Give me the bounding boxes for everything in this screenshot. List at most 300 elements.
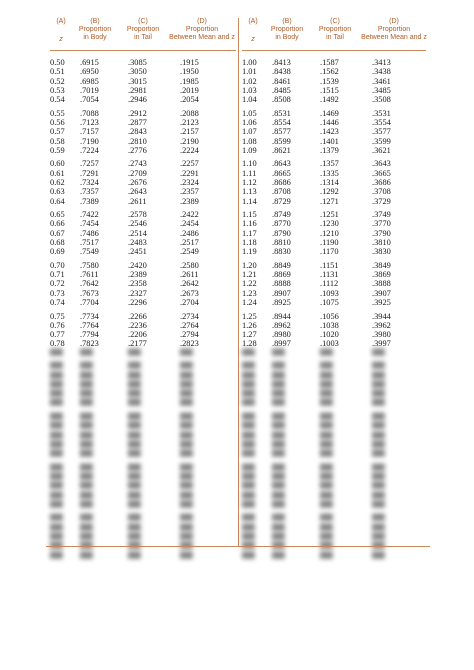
illegible-cell: ███ xyxy=(272,349,285,356)
cell-tail: .3085 xyxy=(128,58,147,67)
cell-z: 1.19 xyxy=(242,247,257,257)
illegible-cell: ███ xyxy=(272,363,285,370)
table-row xyxy=(242,86,426,95)
cell-mean-to-z: .2324 xyxy=(180,178,199,187)
illegible-cell: ███ xyxy=(80,432,93,439)
cell-mean-to-z: .2257 xyxy=(180,159,199,169)
table-row-illegible xyxy=(242,473,426,482)
cell-body: .8413 xyxy=(272,58,291,67)
illegible-cell: ███ xyxy=(80,483,93,490)
cell-tail: .1492 xyxy=(320,95,339,105)
header-col-c-letter: (C) xyxy=(330,18,340,25)
cell-body: .7549 xyxy=(80,247,99,257)
cell-z: 0.73 xyxy=(50,288,65,298)
table-row-illegible xyxy=(50,524,236,533)
cell-mean-to-z: .3665 xyxy=(372,168,391,178)
table-row xyxy=(242,289,426,298)
illegible-cell: ███ xyxy=(128,533,141,540)
illegible-cell: ███ xyxy=(372,349,385,356)
illegible-cell: ███ xyxy=(80,501,93,508)
cell-mean-to-z: .3485 xyxy=(372,85,391,95)
illegible-cell: ███ xyxy=(80,349,93,356)
table-row-illegible xyxy=(242,524,426,533)
illegible-cell: ███ xyxy=(128,501,141,508)
illegible-cell: ███ xyxy=(320,501,333,508)
table-row xyxy=(50,178,236,187)
illegible-cell: ███ xyxy=(242,432,255,439)
illegible-cell: ███ xyxy=(272,381,285,388)
illegible-cell: ███ xyxy=(128,483,141,490)
header-col-c-line2: in Tail xyxy=(134,34,152,41)
cell-tail: .2236 xyxy=(128,320,147,330)
table-row xyxy=(242,77,426,86)
cell-mean-to-z: .1915 xyxy=(180,58,199,67)
cell-mean-to-z: .3790 xyxy=(372,228,391,238)
illegible-cell: ███ xyxy=(320,552,333,559)
cell-tail: .1401 xyxy=(320,136,339,146)
cell-body: .8907 xyxy=(272,288,291,298)
table-row-illegible xyxy=(50,362,236,371)
illegible-cell: ███ xyxy=(80,492,93,499)
cell-z: 0.56 xyxy=(50,118,65,127)
cell-mean-to-z: .3508 xyxy=(372,95,391,105)
illegible-cell: ███ xyxy=(372,432,385,439)
cell-tail: .1587 xyxy=(320,58,339,67)
cell-z: 1.18 xyxy=(242,238,257,247)
illegible-cell: ███ xyxy=(128,492,141,499)
table-row xyxy=(50,270,236,279)
cell-z: 0.62 xyxy=(50,178,65,187)
cell-z: 1.15 xyxy=(242,210,257,220)
illegible-cell: ███ xyxy=(128,432,141,439)
table-row-illegible xyxy=(242,552,426,561)
cell-body: .7704 xyxy=(80,298,99,307)
cell-tail: .2709 xyxy=(128,168,147,178)
cell-z: 0.68 xyxy=(50,238,65,247)
illegible-cell: ███ xyxy=(128,413,141,420)
cell-mean-to-z: .2224 xyxy=(180,145,199,155)
cell-tail: .2877 xyxy=(128,118,147,127)
cell-tail: .2420 xyxy=(128,260,147,270)
cell-tail: .1271 xyxy=(320,196,339,206)
cell-body: .7422 xyxy=(80,210,99,220)
illegible-cell: ███ xyxy=(80,413,93,420)
cell-mean-to-z: .3461 xyxy=(372,76,391,86)
illegible-cell: ███ xyxy=(272,483,285,490)
cell-tail: .2981 xyxy=(128,85,147,95)
illegible-cell: ███ xyxy=(80,473,93,480)
illegible-cell: ███ xyxy=(242,483,255,490)
cell-body: .7580 xyxy=(80,260,99,270)
cell-z: 1.14 xyxy=(242,196,257,206)
cell-mean-to-z: .2157 xyxy=(180,127,199,137)
cell-mean-to-z: .3962 xyxy=(372,320,391,330)
table-row-illegible xyxy=(242,349,426,358)
header-col-d xyxy=(162,18,242,42)
cell-mean-to-z: .2517 xyxy=(180,238,199,247)
illegible-cell: ███ xyxy=(272,515,285,522)
table-row xyxy=(242,197,426,206)
illegible-cell: ███ xyxy=(320,451,333,458)
cell-body: .7224 xyxy=(80,145,99,155)
cell-tail: .2206 xyxy=(128,330,147,340)
header-col-d-letter: (D) xyxy=(197,18,207,25)
cell-z: 0.67 xyxy=(50,228,65,238)
cell-body: .7054 xyxy=(80,95,99,105)
illegible-cell: ███ xyxy=(50,413,63,420)
cell-z: 0.55 xyxy=(50,108,65,118)
illegible-cell: ███ xyxy=(372,423,385,430)
illegible-cell: ███ xyxy=(242,400,255,407)
table-row-illegible xyxy=(242,464,426,473)
cell-tail: .2843 xyxy=(128,127,147,137)
cell-z: 1.27 xyxy=(242,330,257,340)
cell-body: .7517 xyxy=(80,238,99,247)
header-col-a-letter: (A) xyxy=(248,18,258,25)
cell-mean-to-z: .3438 xyxy=(372,67,391,77)
illegible-cell: ███ xyxy=(272,441,285,448)
header-col-c-letter: (C) xyxy=(138,18,148,25)
illegible-cell: ███ xyxy=(128,363,141,370)
table-row-illegible xyxy=(242,533,426,542)
header-col-b-line2: in Body xyxy=(275,34,299,41)
cell-body: .8577 xyxy=(272,127,291,137)
cell-tail: .2946 xyxy=(128,95,147,105)
cell-body: .8599 xyxy=(272,136,291,146)
table-row xyxy=(50,247,236,256)
table-row-illegible xyxy=(242,422,426,431)
table-row-illegible xyxy=(242,362,426,371)
cell-tail: .1003 xyxy=(320,339,339,349)
cell-mean-to-z: .3531 xyxy=(372,108,391,118)
illegible-cell: ███ xyxy=(372,413,385,420)
cell-z: 1.04 xyxy=(242,95,257,105)
cell-body: .8830 xyxy=(272,247,291,257)
illegible-cell: ███ xyxy=(180,363,193,370)
illegible-cell: ███ xyxy=(180,391,193,398)
cell-mean-to-z: .2291 xyxy=(180,168,199,178)
cell-mean-to-z: .3810 xyxy=(372,238,391,247)
table-row-illegible xyxy=(242,432,426,441)
illegible-cell: ███ xyxy=(180,432,193,439)
table-row xyxy=(50,118,236,127)
header-col-a xyxy=(50,18,72,44)
cell-mean-to-z: .2734 xyxy=(180,311,199,321)
illegible-cell: ███ xyxy=(180,524,193,531)
illegible-cell: ███ xyxy=(242,441,255,448)
table-row-illegible xyxy=(50,432,236,441)
cell-body: .7794 xyxy=(80,330,99,340)
cell-mean-to-z: .2389 xyxy=(180,196,199,206)
illegible-cell: ███ xyxy=(180,349,193,356)
illegible-cell: ███ xyxy=(128,451,141,458)
cell-tail: .1357 xyxy=(320,159,339,169)
cell-tail: .2296 xyxy=(128,298,147,307)
cell-body: .8980 xyxy=(272,330,291,340)
cell-z: 1.24 xyxy=(242,298,257,307)
illegible-cell: ███ xyxy=(80,451,93,458)
illegible-cell: ███ xyxy=(242,552,255,559)
header-col-c-line2: in Tail xyxy=(326,34,344,41)
illegible-cell: ███ xyxy=(242,501,255,508)
cell-z: 0.58 xyxy=(50,136,65,146)
table-row-illegible xyxy=(50,372,236,381)
illegible-cell: ███ xyxy=(80,441,93,448)
header-col-a xyxy=(242,18,264,44)
cell-mean-to-z: .3770 xyxy=(372,219,391,229)
header-col-b-line1: Proportion xyxy=(270,26,304,33)
illegible-cell: ███ xyxy=(180,372,193,379)
cell-body: .8925 xyxy=(272,298,291,307)
cell-body: .8729 xyxy=(272,196,291,206)
table-row xyxy=(50,109,236,118)
illegible-cell: ███ xyxy=(180,464,193,471)
cell-z: 1.00 xyxy=(242,58,257,67)
table-row xyxy=(50,312,236,321)
illegible-cell: ███ xyxy=(320,413,333,420)
header-col-c xyxy=(312,18,358,42)
table-row xyxy=(242,219,426,228)
illegible-cell: ███ xyxy=(372,400,385,407)
cell-z: 1.26 xyxy=(242,320,257,330)
cell-body: .8962 xyxy=(272,320,291,330)
illegible-cell: ███ xyxy=(80,515,93,522)
cell-tail: .2676 xyxy=(128,178,147,187)
illegible-cell: ███ xyxy=(320,432,333,439)
illegible-cell: ███ xyxy=(272,372,285,379)
table-row xyxy=(50,289,236,298)
table-row xyxy=(50,127,236,136)
cell-body: .8869 xyxy=(272,270,291,280)
table-row-illegible xyxy=(242,450,426,459)
table-row-illegible xyxy=(50,482,236,491)
cell-z: 0.64 xyxy=(50,196,65,206)
table-row xyxy=(50,95,236,104)
header-col-a-label: z xyxy=(59,36,63,43)
cell-z: 0.69 xyxy=(50,247,65,257)
cell-body: .8770 xyxy=(272,219,291,229)
table-row-illegible xyxy=(50,473,236,482)
illegible-cell: ███ xyxy=(50,372,63,379)
cell-mean-to-z: .3643 xyxy=(372,159,391,169)
cell-tail: .2611 xyxy=(128,196,147,206)
cell-body: .7190 xyxy=(80,136,99,146)
cell-body: .6915 xyxy=(80,58,99,67)
cell-tail: .2177 xyxy=(128,339,147,349)
table-row-illegible xyxy=(50,441,236,450)
cell-body: .8554 xyxy=(272,118,291,127)
cell-mean-to-z: .3413 xyxy=(372,58,391,67)
header-col-d-letter: (D) xyxy=(389,18,399,25)
table-row xyxy=(50,86,236,95)
illegible-cell: ███ xyxy=(80,391,93,398)
table-row xyxy=(50,210,236,219)
header-col-b xyxy=(72,18,118,42)
illegible-cell: ███ xyxy=(372,441,385,448)
cell-mean-to-z: .2764 xyxy=(180,320,199,330)
illegible-cell: ███ xyxy=(272,552,285,559)
table-row-illegible xyxy=(50,413,236,422)
illegible-cell: ███ xyxy=(320,363,333,370)
cell-tail: .1251 xyxy=(320,210,339,220)
illegible-cell: ███ xyxy=(320,381,333,388)
cell-z: 0.63 xyxy=(50,187,65,197)
illegible-cell: ███ xyxy=(372,372,385,379)
illegible-cell: ███ xyxy=(320,464,333,471)
cell-mean-to-z: .2088 xyxy=(180,108,199,118)
header-col-b-line1: Proportion xyxy=(78,26,112,33)
cell-tail: .1210 xyxy=(320,228,339,238)
table-row xyxy=(242,339,426,348)
illegible-cell: ███ xyxy=(320,423,333,430)
illegible-cell: ███ xyxy=(372,381,385,388)
cell-mean-to-z: .3925 xyxy=(372,298,391,307)
cell-z: 1.06 xyxy=(242,118,257,127)
table-row xyxy=(242,279,426,288)
cell-tail: .2389 xyxy=(128,270,147,280)
cell-mean-to-z: .3907 xyxy=(372,288,391,298)
illegible-cell: ███ xyxy=(128,391,141,398)
cell-mean-to-z: .3599 xyxy=(372,136,391,146)
table-row xyxy=(242,67,426,76)
table-row xyxy=(242,58,426,67)
cell-mean-to-z: .3749 xyxy=(372,210,391,220)
cell-body: .7324 xyxy=(80,178,99,187)
table-row xyxy=(242,312,426,321)
cell-z: 1.28 xyxy=(242,339,257,349)
table-row-illegible xyxy=(50,492,236,501)
illegible-cell: ███ xyxy=(128,381,141,388)
cell-tail: .1038 xyxy=(320,320,339,330)
cell-tail: .1151 xyxy=(320,260,339,270)
illegible-cell: ███ xyxy=(242,492,255,499)
table-row xyxy=(242,127,426,136)
cell-body: .6950 xyxy=(80,67,99,77)
illegible-cell: ███ xyxy=(50,515,63,522)
cell-z: 0.66 xyxy=(50,219,65,229)
table-row-illegible xyxy=(50,349,236,358)
cell-tail: .1230 xyxy=(320,219,339,229)
cell-tail: .2743 xyxy=(128,159,147,169)
cell-z: 0.71 xyxy=(50,270,65,280)
illegible-cell: ███ xyxy=(272,464,285,471)
table-row-illegible xyxy=(242,441,426,450)
illegible-cell: ███ xyxy=(80,423,93,430)
header-col-d xyxy=(354,18,434,42)
cell-tail: .1469 xyxy=(320,108,339,118)
illegible-cell: ███ xyxy=(180,473,193,480)
illegible-cell: ███ xyxy=(272,423,285,430)
illegible-cell: ███ xyxy=(272,524,285,531)
table-row-illegible xyxy=(242,501,426,510)
cell-mean-to-z: .3621 xyxy=(372,145,391,155)
cell-z: 0.60 xyxy=(50,159,65,169)
table-row xyxy=(50,67,236,76)
cell-mean-to-z: .1950 xyxy=(180,67,199,77)
cell-body: .8888 xyxy=(272,279,291,289)
illegible-cell: ███ xyxy=(372,473,385,480)
table-row xyxy=(50,298,236,307)
cell-tail: .2810 xyxy=(128,136,147,146)
cell-mean-to-z: .2486 xyxy=(180,228,199,238)
illegible-cell: ███ xyxy=(50,483,63,490)
illegible-cell: ███ xyxy=(372,533,385,540)
table-row-illegible xyxy=(242,482,426,491)
illegible-cell: ███ xyxy=(128,515,141,522)
header-rule-left xyxy=(50,50,236,51)
cell-z: 0.57 xyxy=(50,127,65,137)
illegible-cell: ███ xyxy=(242,391,255,398)
cell-tail: .2912 xyxy=(128,108,147,118)
cell-tail: .3050 xyxy=(128,67,147,77)
illegible-cell: ███ xyxy=(272,451,285,458)
table-row xyxy=(50,279,236,288)
illegible-cell: ███ xyxy=(242,473,255,480)
illegible-cell: ███ xyxy=(50,381,63,388)
illegible-cell: ███ xyxy=(242,349,255,356)
illegible-cell: ███ xyxy=(50,349,63,356)
illegible-cell: ███ xyxy=(320,349,333,356)
cell-z: 1.10 xyxy=(242,159,257,169)
cell-body: .8508 xyxy=(272,95,291,105)
cell-body: .7823 xyxy=(80,339,99,349)
table-row xyxy=(50,261,236,270)
illegible-cell: ███ xyxy=(372,524,385,531)
illegible-cell: ███ xyxy=(242,363,255,370)
illegible-cell: ███ xyxy=(320,533,333,540)
cell-tail: .1131 xyxy=(320,270,339,280)
illegible-cell: ███ xyxy=(80,533,93,540)
column-divider xyxy=(238,18,239,546)
cell-mean-to-z: .3849 xyxy=(372,260,391,270)
table-row-illegible xyxy=(50,501,236,510)
illegible-cell: ███ xyxy=(180,423,193,430)
cell-body: .8643 xyxy=(272,159,291,169)
illegible-cell: ███ xyxy=(50,492,63,499)
illegible-cell: ███ xyxy=(320,515,333,522)
table-row xyxy=(242,247,426,256)
table-row xyxy=(50,229,236,238)
illegible-cell: ███ xyxy=(372,451,385,458)
cell-tail: .1020 xyxy=(320,330,339,340)
cell-tail: .1112 xyxy=(320,279,339,289)
illegible-cell: ███ xyxy=(320,400,333,407)
table-row xyxy=(242,109,426,118)
illegible-cell: ███ xyxy=(180,381,193,388)
header-col-c xyxy=(120,18,166,42)
cell-z: 1.09 xyxy=(242,145,257,155)
cell-mean-to-z: .3554 xyxy=(372,118,391,127)
table-header-right xyxy=(242,18,426,56)
cell-mean-to-z: .2123 xyxy=(180,118,199,127)
table-row-illegible xyxy=(50,422,236,431)
cell-tail: .1562 xyxy=(320,67,339,77)
cell-body: .7454 xyxy=(80,219,99,229)
header-col-c-line1: Proportion xyxy=(318,26,352,33)
table-row xyxy=(50,339,236,348)
illegible-cell: ███ xyxy=(128,441,141,448)
cell-z: 1.16 xyxy=(242,219,257,229)
table-row-illegible xyxy=(50,390,236,399)
illegible-cell: ███ xyxy=(50,363,63,370)
cell-tail: .2546 xyxy=(128,219,147,229)
cell-tail: .1379 xyxy=(320,145,339,155)
header-col-d-line1: Proportion xyxy=(185,26,219,33)
illegible-cell: ███ xyxy=(50,451,63,458)
cell-body: .8790 xyxy=(272,228,291,238)
header-col-c-line1: Proportion xyxy=(126,26,160,33)
cell-z: 0.76 xyxy=(50,320,65,330)
